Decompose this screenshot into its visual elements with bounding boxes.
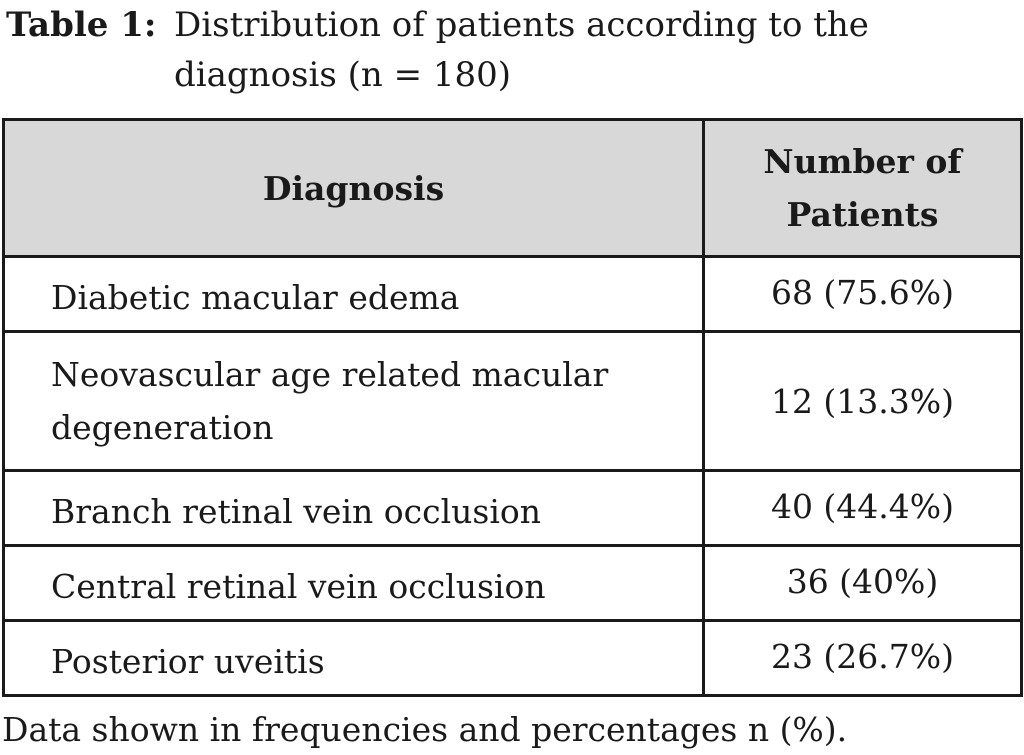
cell-count: 36 (40%) [704, 546, 1022, 621]
cell-count: 23 (26.7%) [704, 621, 1022, 696]
table-body [4, 257, 1022, 696]
cell-diagnosis: Central retinal vein occlusion [4, 546, 704, 621]
table-footnote: Data shown in frequencies and percentages n (%). [2, 710, 848, 749]
cell-diagnosis: Branch retinal vein occlusion [4, 471, 704, 546]
table-row [4, 471, 1022, 546]
header-row [4, 120, 1022, 257]
cell-count: 12 (13.3%) [704, 332, 1022, 471]
table-row [4, 621, 1022, 696]
table-row [4, 332, 1022, 471]
cell-count: 40 (44.4%) [704, 471, 1022, 546]
header-diagnosis: Diagnosis [4, 120, 704, 257]
diagnosis-table-container [2, 118, 1020, 697]
cell-count: 68 (75.6%) [704, 257, 1022, 332]
cell-diagnosis: Diabetic macular edema [4, 257, 704, 332]
header-number-of-patients: Number of Patients [704, 120, 1022, 257]
table-row [4, 257, 1022, 332]
cell-diagnosis: Posterior uveitis [4, 621, 704, 696]
table-caption-label: Table 1: [6, 5, 157, 45]
diagnosis-table [2, 118, 1023, 697]
table-caption-text: Distribution of patients according to the diagnosis (n = 180) [174, 5, 869, 95]
table-row [4, 546, 1022, 621]
cell-diagnosis: Neovascular age related macular degeneration [4, 332, 704, 471]
table-header [4, 120, 1022, 257]
